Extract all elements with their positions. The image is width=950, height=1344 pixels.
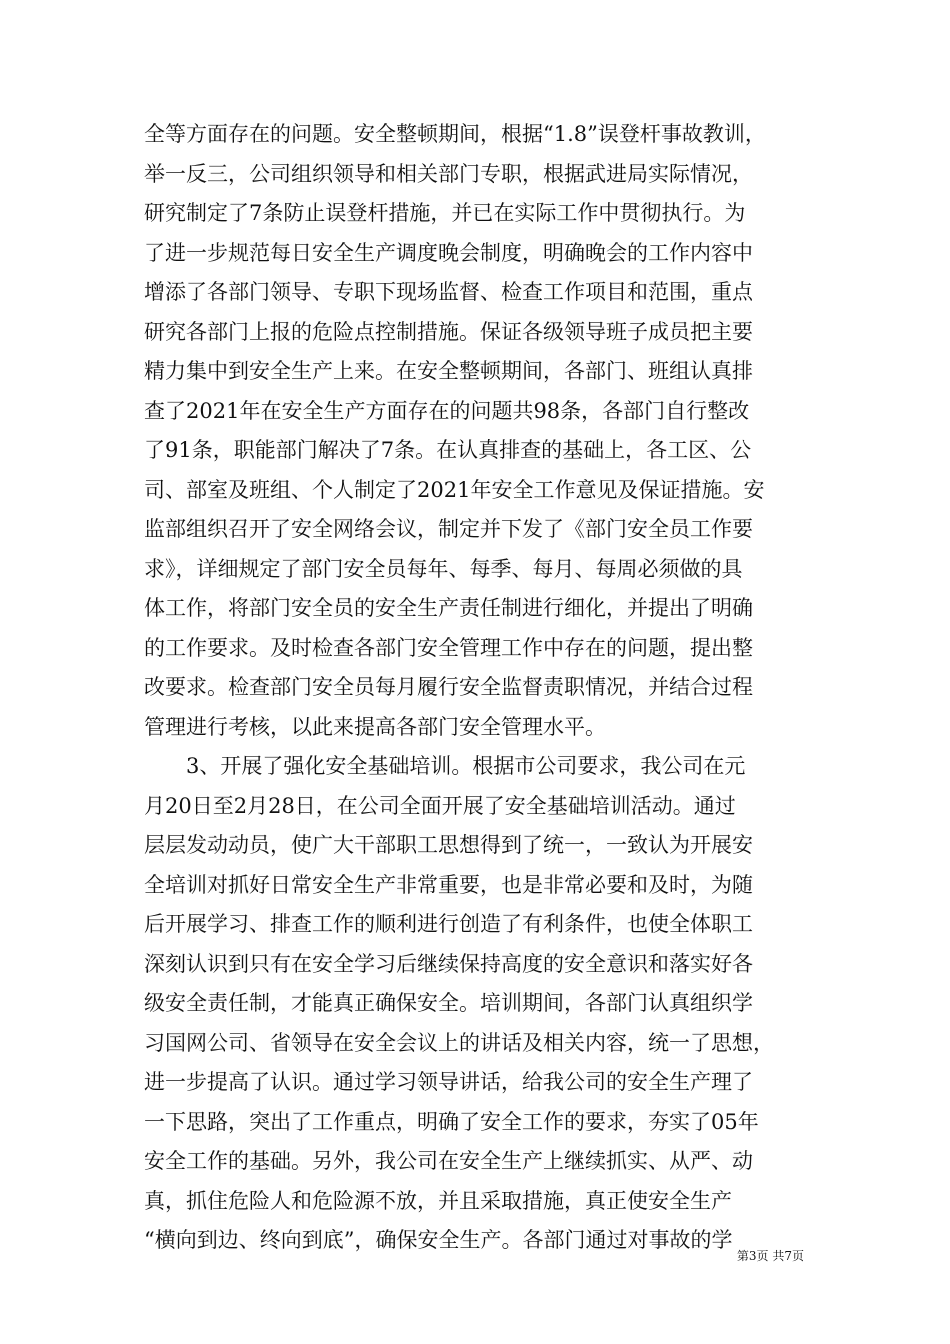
- text-line: 月20日至2月28日，在公司全面开展了安全基础培训活动。通过: [144, 793, 736, 818]
- text-line: 一下思路，突出了工作重点，明确了安全工作的要求，夯实了05年: [144, 1109, 759, 1134]
- text-line: 研究制定了7条防止误登杆措施，并已在实际工作中贯彻执行。为: [144, 201, 746, 225]
- text-line: 司、部室及班组、个人制定了2021年安全工作意见及保证措施。安: [144, 477, 765, 502]
- text-line: 真，抓住危险人和危险源不放，并且采取措施，真正使安全生产: [144, 1188, 732, 1213]
- text-line: 的工作要求。及时检查各部门安全管理工作中存在的问题，提出整: [144, 635, 753, 660]
- text-line: 安全工作的基础。另外，我公司在安全生产上继续抓实、从严、动: [144, 1149, 753, 1173]
- text-line: 查了2021年在安全生产方面存在的问题共98条，各部门自行整改: [144, 398, 750, 423]
- text-line: 体工作，将部门安全员的安全生产责任制进行细化，并提出了明确: [144, 596, 753, 620]
- text-line: 监部组织召开了安全网络会议，制定并下发了《部门安全员工作要: [144, 517, 753, 541]
- text-line: 进一步提高了认识。通过学习领导讲话，给我公司的安全生产理了: [144, 1070, 753, 1094]
- text-line: 习国网公司、省领导在安全会议上的讲话及相关内容，统一了思想，: [144, 1030, 774, 1055]
- text-line: 了91条，职能部门解决了7条。在认真排查的基础上，各工区、公: [144, 438, 752, 462]
- text-line: 管理进行考核，以此来提高各部门安全管理水平。: [144, 714, 606, 739]
- text-line: 增添了各部门领导、专职下现场监督、检查工作项目和范围，重点: [144, 280, 753, 304]
- text-line: 了进一步规范每日安全生产调度晚会制度，明确晚会的工作内容中: [144, 240, 753, 265]
- text-line: “横向到边、终向到底”，确保安全生产。各部门通过对事故的学: [144, 1228, 733, 1252]
- text-line: 深刻认识到只有在安全学习后继续保持高度的安全意识和落实好各: [144, 951, 753, 976]
- text-line: 后开展学习、排查工作的顺利进行创造了有利条件，也使全体职工: [144, 912, 753, 936]
- text-line: 求》，详细规定了部门安全员每年、每季、每月、每周必须做的具: [144, 556, 743, 581]
- text-line: 精力集中到安全生产上来。在安全整顿期间，各部门、班组认真排: [144, 359, 753, 383]
- text-line: 研究各部门上报的危险点控制措施。保证各级领导班子成员把主要: [144, 319, 753, 344]
- text-line: 层层发动动员，使广大干部职工思想得到了统一，一致认为开展安: [144, 833, 753, 857]
- text-line: 举一反三，公司组织领导和相关部门专职，根据武进局实际情况，: [144, 161, 753, 186]
- text-line: 3、开展了强化安全基础培训。根据市公司要求，我公司在元: [144, 754, 746, 778]
- body-text: [144, 115, 812, 1261]
- text-line: 全等方面存在的问题。安全整顿期间，根据“1.8”误登杆事故教训，: [144, 122, 766, 146]
- text-line: 改要求。检查部门安全员每月履行安全监督责职情况，并结合过程: [144, 675, 753, 699]
- text-line: 全培训对抓好日常安全生产非常重要，也是非常必要和及时，为随: [144, 872, 753, 897]
- text-line: 级安全责任制，才能真正确保安全。培训期间，各部门认真组织学: [144, 991, 753, 1015]
- page-number: 第3页 共7页: [736, 1249, 804, 1263]
